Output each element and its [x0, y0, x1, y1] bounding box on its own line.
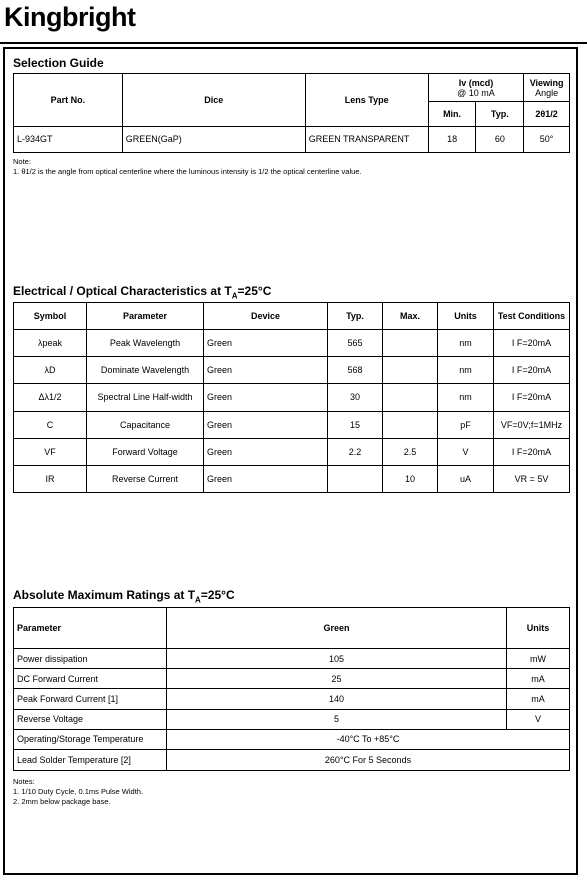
amr-units: mA [507, 689, 570, 709]
selection-guide-title: Selection Guide [13, 56, 104, 70]
eo-symbol: Δλ1/2 [14, 384, 87, 411]
header-viewing [524, 74, 570, 102]
amr-units: mW [507, 649, 570, 669]
absolute-note-2: 2. 2mm below package base. [13, 797, 111, 806]
eo-typ: 568 [328, 357, 383, 384]
eo-device: Green [204, 411, 328, 438]
eo-header-units: Units [438, 303, 494, 330]
header-iv-condition: @ 10 mA [457, 87, 495, 98]
eo-device: Green [204, 357, 328, 384]
cell-iv-min: 18 [428, 126, 476, 152]
eo-typ: 30 [328, 384, 383, 411]
eo-test-condition: I F=20mA [494, 438, 570, 465]
amr-value: 260°C For 5 Seconds [167, 749, 570, 770]
eo-device: Green [204, 465, 328, 492]
eo-typ: 2.2 [328, 438, 383, 465]
absolute-notes-label: Notes: [13, 777, 35, 786]
table-row [14, 689, 570, 709]
amr-units: V [507, 709, 570, 729]
table-row [14, 384, 570, 411]
eo-device: Green [204, 438, 328, 465]
eo-max [383, 330, 438, 357]
eo-units: pF [438, 411, 494, 438]
eo-header-typ: Typ. [328, 303, 383, 330]
amr-value: 140 [167, 689, 507, 709]
eo-symbol: λpeak [14, 330, 87, 357]
amr-parameter: Power dissipation [14, 649, 167, 669]
header-dice: Dice [122, 74, 305, 127]
eo-parameter: Dominate Wavelength [87, 357, 204, 384]
eo-parameter: Forward Voltage [87, 438, 204, 465]
electrical-title-post: =25°C [237, 284, 272, 298]
amr-parameter: Lead Solder Temperature [2] [14, 749, 167, 770]
cell-part-no: L-934GT [14, 126, 123, 152]
eo-typ: 15 [328, 411, 383, 438]
selection-note [13, 157, 362, 177]
table-row [14, 709, 570, 729]
amr-parameter: Reverse Voltage [14, 709, 167, 729]
amr-value: -40°C To +85°C [167, 729, 570, 749]
electrical-title-pre: Electrical / Optical Characteristics at T [13, 284, 232, 298]
eo-max: 10 [383, 465, 438, 492]
eo-parameter: Capacitance [87, 411, 204, 438]
header-min: Min. [428, 102, 476, 126]
cell-dice: GREEN(GaP) [122, 126, 305, 152]
eo-header-device: Device [204, 303, 328, 330]
absolute-ratings-table [13, 607, 570, 771]
selection-guide-table [13, 73, 570, 153]
table-row [14, 749, 570, 770]
eo-typ [328, 465, 383, 492]
header-lens-type: Lens Type [305, 74, 428, 127]
amr-parameter: DC Forward Current [14, 669, 167, 689]
cell-lens-type: GREEN TRANSPARENT [305, 126, 428, 152]
cell-iv-typ: 60 [476, 126, 524, 152]
eo-typ: 565 [328, 330, 383, 357]
table-row [14, 669, 570, 689]
eo-max: 2.5 [383, 438, 438, 465]
header-angle-label: Angle [535, 87, 559, 98]
absolute-notes [13, 777, 143, 807]
table-row [14, 438, 570, 465]
eo-header-symbol: Symbol [14, 303, 87, 330]
absolute-title [13, 588, 235, 604]
amr-parameter: Operating/Storage Temperature [14, 729, 167, 749]
electrical-title [13, 284, 271, 300]
amr-header-units: Units [507, 608, 570, 649]
header-typ: Typ. [476, 102, 524, 126]
absolute-title-pre: Absolute Maximum Ratings at T [13, 588, 196, 602]
eo-symbol: λD [14, 357, 87, 384]
table-row [14, 411, 570, 438]
electrical-table [13, 302, 570, 493]
eo-header-parameter: Parameter [87, 303, 204, 330]
eo-test-condition: VR = 5V [494, 465, 570, 492]
eo-test-condition: I F=20mA [494, 357, 570, 384]
header-iv-label: Iv (mcd) [458, 77, 494, 88]
header-theta: 2θ1/2 [524, 102, 570, 126]
brand-logo: Kingbright [4, 2, 136, 32]
table-row [14, 729, 570, 749]
eo-parameter: Spectral Line Half-width [87, 384, 204, 411]
amr-value: 105 [167, 649, 507, 669]
amr-value: 25 [167, 669, 507, 689]
eo-units: nm [438, 384, 494, 411]
table-row [14, 649, 570, 669]
cell-viewing-angle: 50° [524, 126, 570, 152]
eo-symbol: IR [14, 465, 87, 492]
amr-header-green: Green [167, 608, 507, 649]
table-row [14, 357, 570, 384]
eo-max [383, 357, 438, 384]
eo-test-condition: I F=20mA [494, 384, 570, 411]
table-row [14, 330, 570, 357]
eo-parameter: Peak Wavelength [87, 330, 204, 357]
amr-header-parameter: Parameter [14, 608, 167, 649]
eo-device: Green [204, 384, 328, 411]
header-rule [0, 42, 587, 44]
electrical-title-sub: A [231, 291, 238, 301]
amr-value: 5 [167, 709, 507, 729]
eo-units: nm [438, 330, 494, 357]
eo-max [383, 384, 438, 411]
header-part-no: Part No. [14, 74, 123, 127]
eo-max [383, 411, 438, 438]
eo-header-max: Max. [383, 303, 438, 330]
eo-symbol: C [14, 411, 87, 438]
selection-note-text: 1. θ1/2 is the angle from optical centerline where the luminous intensity is 1/2 the optical centerline value. [13, 167, 362, 176]
selection-note-label: Note: [13, 157, 31, 166]
eo-header-test-conditions: Test Conditions [494, 303, 570, 330]
eo-test-condition: I F=20mA [494, 330, 570, 357]
amr-parameter: Peak Forward Current [1] [14, 689, 167, 709]
eo-parameter: Reverse Current [87, 465, 204, 492]
eo-units: uA [438, 465, 494, 492]
eo-symbol: VF [14, 438, 87, 465]
eo-test-condition: VF=0V;f=1MHz [494, 411, 570, 438]
absolute-title-post: =25°C [200, 588, 235, 602]
amr-units: mA [507, 669, 570, 689]
eo-units: V [438, 438, 494, 465]
header-iv [428, 74, 524, 102]
absolute-note-1: 1. 1/10 Duty Cycle, 0.1ms Pulse Width. [13, 787, 144, 796]
table-row [14, 465, 570, 492]
eo-units: nm [438, 357, 494, 384]
header-viewing-label: Viewing [529, 77, 564, 88]
eo-device: Green [204, 330, 328, 357]
absolute-title-sub: A [195, 595, 201, 605]
